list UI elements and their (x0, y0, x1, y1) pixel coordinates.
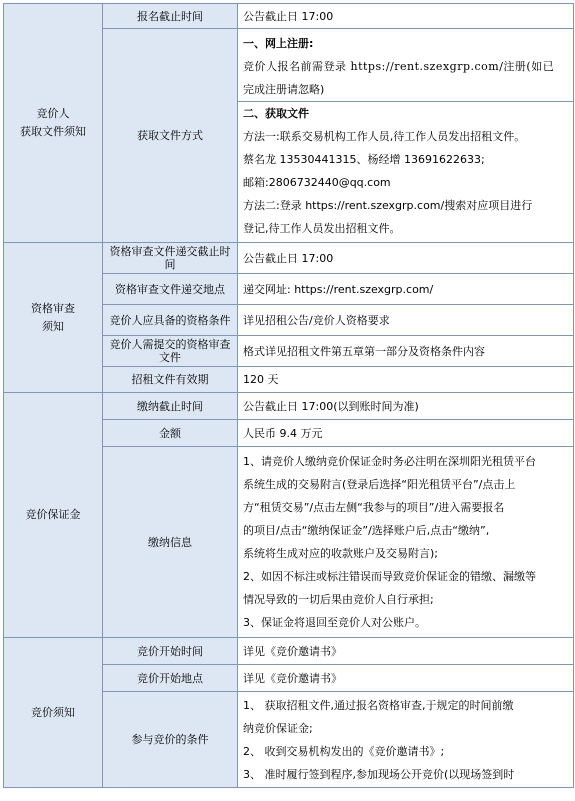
row-label: 竞价人应具备的资格条件 (103, 305, 238, 336)
row-label: 报名截止时间 (103, 4, 238, 29)
table-row (4, 638, 574, 665)
section-title-qualification: 资格审查 须知 (4, 243, 103, 393)
subheading-online-register: 一、网上注册: (243, 36, 314, 50)
row-label: 缴纳截止时间 (103, 393, 238, 420)
table-row (4, 4, 574, 29)
row-label: 招租文件有效期 (103, 367, 238, 393)
section-title-bidding: 竞价须知 (4, 638, 103, 788)
row-value: 1、请竞价人缴纳竞价保证金时务必注明在深圳阳光租赁平台 系统生成的交易附言(登录后选择“阳光租赁平台”/点击上 方“租赁交易”/点击左侧“我参与的项目”/进入需要报名 的项目/点击“缴纳保证金”/选择账户后,点击“缴纳”, 系统将生成对应的收款账户及交易附言); 2、如因不标注或标注错误而导致竞价保证金的错缴、漏缴等 情况导致的一切后果由竞价人自行承担; 3、保证金将退回至竞价人对公账户。 (238, 447, 574, 638)
row-value: 公告截止日 17:00 (238, 243, 574, 274)
row-value: 一、网上注册: 竞价人报名前需登录 https://rent.szexgrp.com/注册(如已 完成注册请忽略) 二、获取文件 方法一:联系交易机构工作人员,待工作人员发出招租文件。 蔡名龙 13530441315、杨经增 13691622633; 邮箱:2806732440@qq.com 方法二:登录 https://rent.szexgrp.com/搜索对应项目进行 登记,待工作人员发出招租文件。 (238, 29, 574, 243)
row-label: 竞价人需提交的资格审查文件 (103, 336, 238, 367)
row-label: 竞价开始地点 (103, 665, 238, 692)
row-value: 递交网址: https://rent.szexgrp.com/ (238, 274, 574, 305)
row-value: 详见招租公告/竞价人资格要求 (238, 305, 574, 336)
row-value: 公告截止日 17:00 (238, 4, 574, 29)
subheading-get-docs: 二、获取文件 (243, 106, 309, 120)
contact-email: 邮箱:2806732440@qq.com (243, 175, 391, 189)
row-value: 1、 获取招租文件,通过报名资格审查,于规定的时间前缴 纳竞价保证金; 2、 收到交易机构发出的《竞价邀请书》; 3、 准时履行签到程序,参加现场公开竞价(以现场签到时 (238, 692, 574, 788)
section-title-obtain-docs: 竞价人 获取文件须知 (4, 4, 103, 243)
row-label: 资格审查文件递交截止时间 (103, 243, 238, 274)
row-value: 详见《竞价邀请书》 (238, 665, 574, 692)
row-label: 竞价开始时间 (103, 638, 238, 665)
section-title-deposit: 竞价保证金 (4, 393, 103, 638)
row-value: 人民币 9.4 万元 (238, 420, 574, 447)
row-value: 公告截止日 17:00(以到账时间为准) (238, 393, 574, 420)
bidding-info-table (3, 3, 574, 788)
row-label: 金额 (103, 420, 238, 447)
row-label: 获取文件方式 (103, 29, 238, 243)
contact-phones: 蔡名龙 13530441315、杨经增 13691622633; (243, 152, 485, 166)
row-value: 120 天 (238, 367, 574, 393)
row-label: 资格审查文件递交地点 (103, 274, 238, 305)
table-row (4, 393, 574, 420)
table-row (4, 243, 574, 274)
row-value: 详见《竞价邀请书》 (238, 638, 574, 665)
row-label: 参与竞价的条件 (103, 692, 238, 788)
row-label: 缴纳信息 (103, 447, 238, 638)
row-value: 格式详见招租文件第五章第一部分及资格条件内容 (238, 336, 574, 367)
